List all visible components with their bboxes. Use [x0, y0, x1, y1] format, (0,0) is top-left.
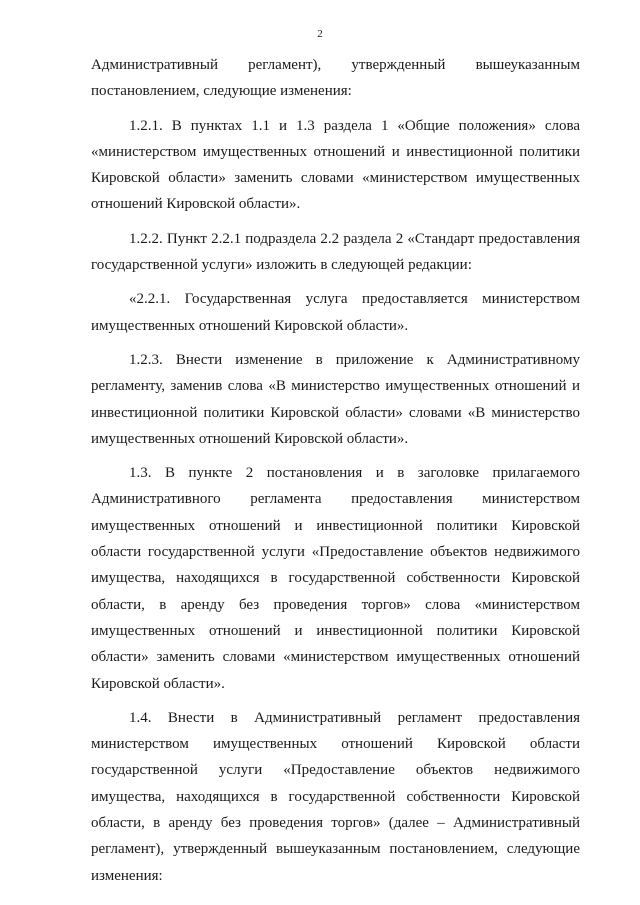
paragraph-1-2-1: 1.2.1. В пунктах 1.1 и 1.3 раздела 1 «Общие положения» слова «министерством имущественных отношений и инвестиционной политики Кировской области» заменить словами «министерством имущественных отношений Кировской области».: [91, 117, 580, 213]
document-body: [91, 52, 580, 897]
paragraph-1-2-3: 1.2.3. Внести изменение в приложение к Административному регламенту, заменив слова «В министерство имущественных отношений и инвестиционной политики Кировской области» словами «В министерство имущественных отношений Кировской области».: [91, 351, 580, 447]
paragraph-1-4: 1.4. Внести в Административный регламент предоставления министерством имущественных отношений Кировской области государственной услуги «Предоставление объектов недвижимого имущества, находящихся в государственной собственности Кировской области, в аренду без проведения торгов» (далее – Административный регламент), утвержденный вышеуказанным постановлением, следующие изменения:: [91, 709, 580, 884]
paragraph-continuation: Административный регламент), утвержденный вышеуказанным постановлением, следующие изменения:: [91, 57, 580, 100]
paragraph-1-3: 1.3. В пункте 2 постановления и в заголовке прилагаемого Административного регламента предоставления министерством имущественных отношений и инвестиционной политики Кировской области государственной услуги «Предоставление объектов недвижимого имущества, находящихся в государственной собственности Кировской области, в аренду без проведения торгов» слова «министерством имущественных отношений и инвестиционной политики Кировской области» заменить словами «министерством имущественных отношений Кировской области».: [91, 465, 580, 692]
paragraph-quote-2-2-1: «2.2.1. Государственная услуга предоставляется министерством имущественных отношений Кировской области».: [91, 291, 580, 334]
page-number: 2: [317, 28, 323, 40]
paragraph-1-2-2: 1.2.2. Пункт 2.2.1 подраздела 2.2 раздела 2 «Стандарт предоставления государственной услуги» изложить в следующей редакции:: [91, 230, 580, 274]
